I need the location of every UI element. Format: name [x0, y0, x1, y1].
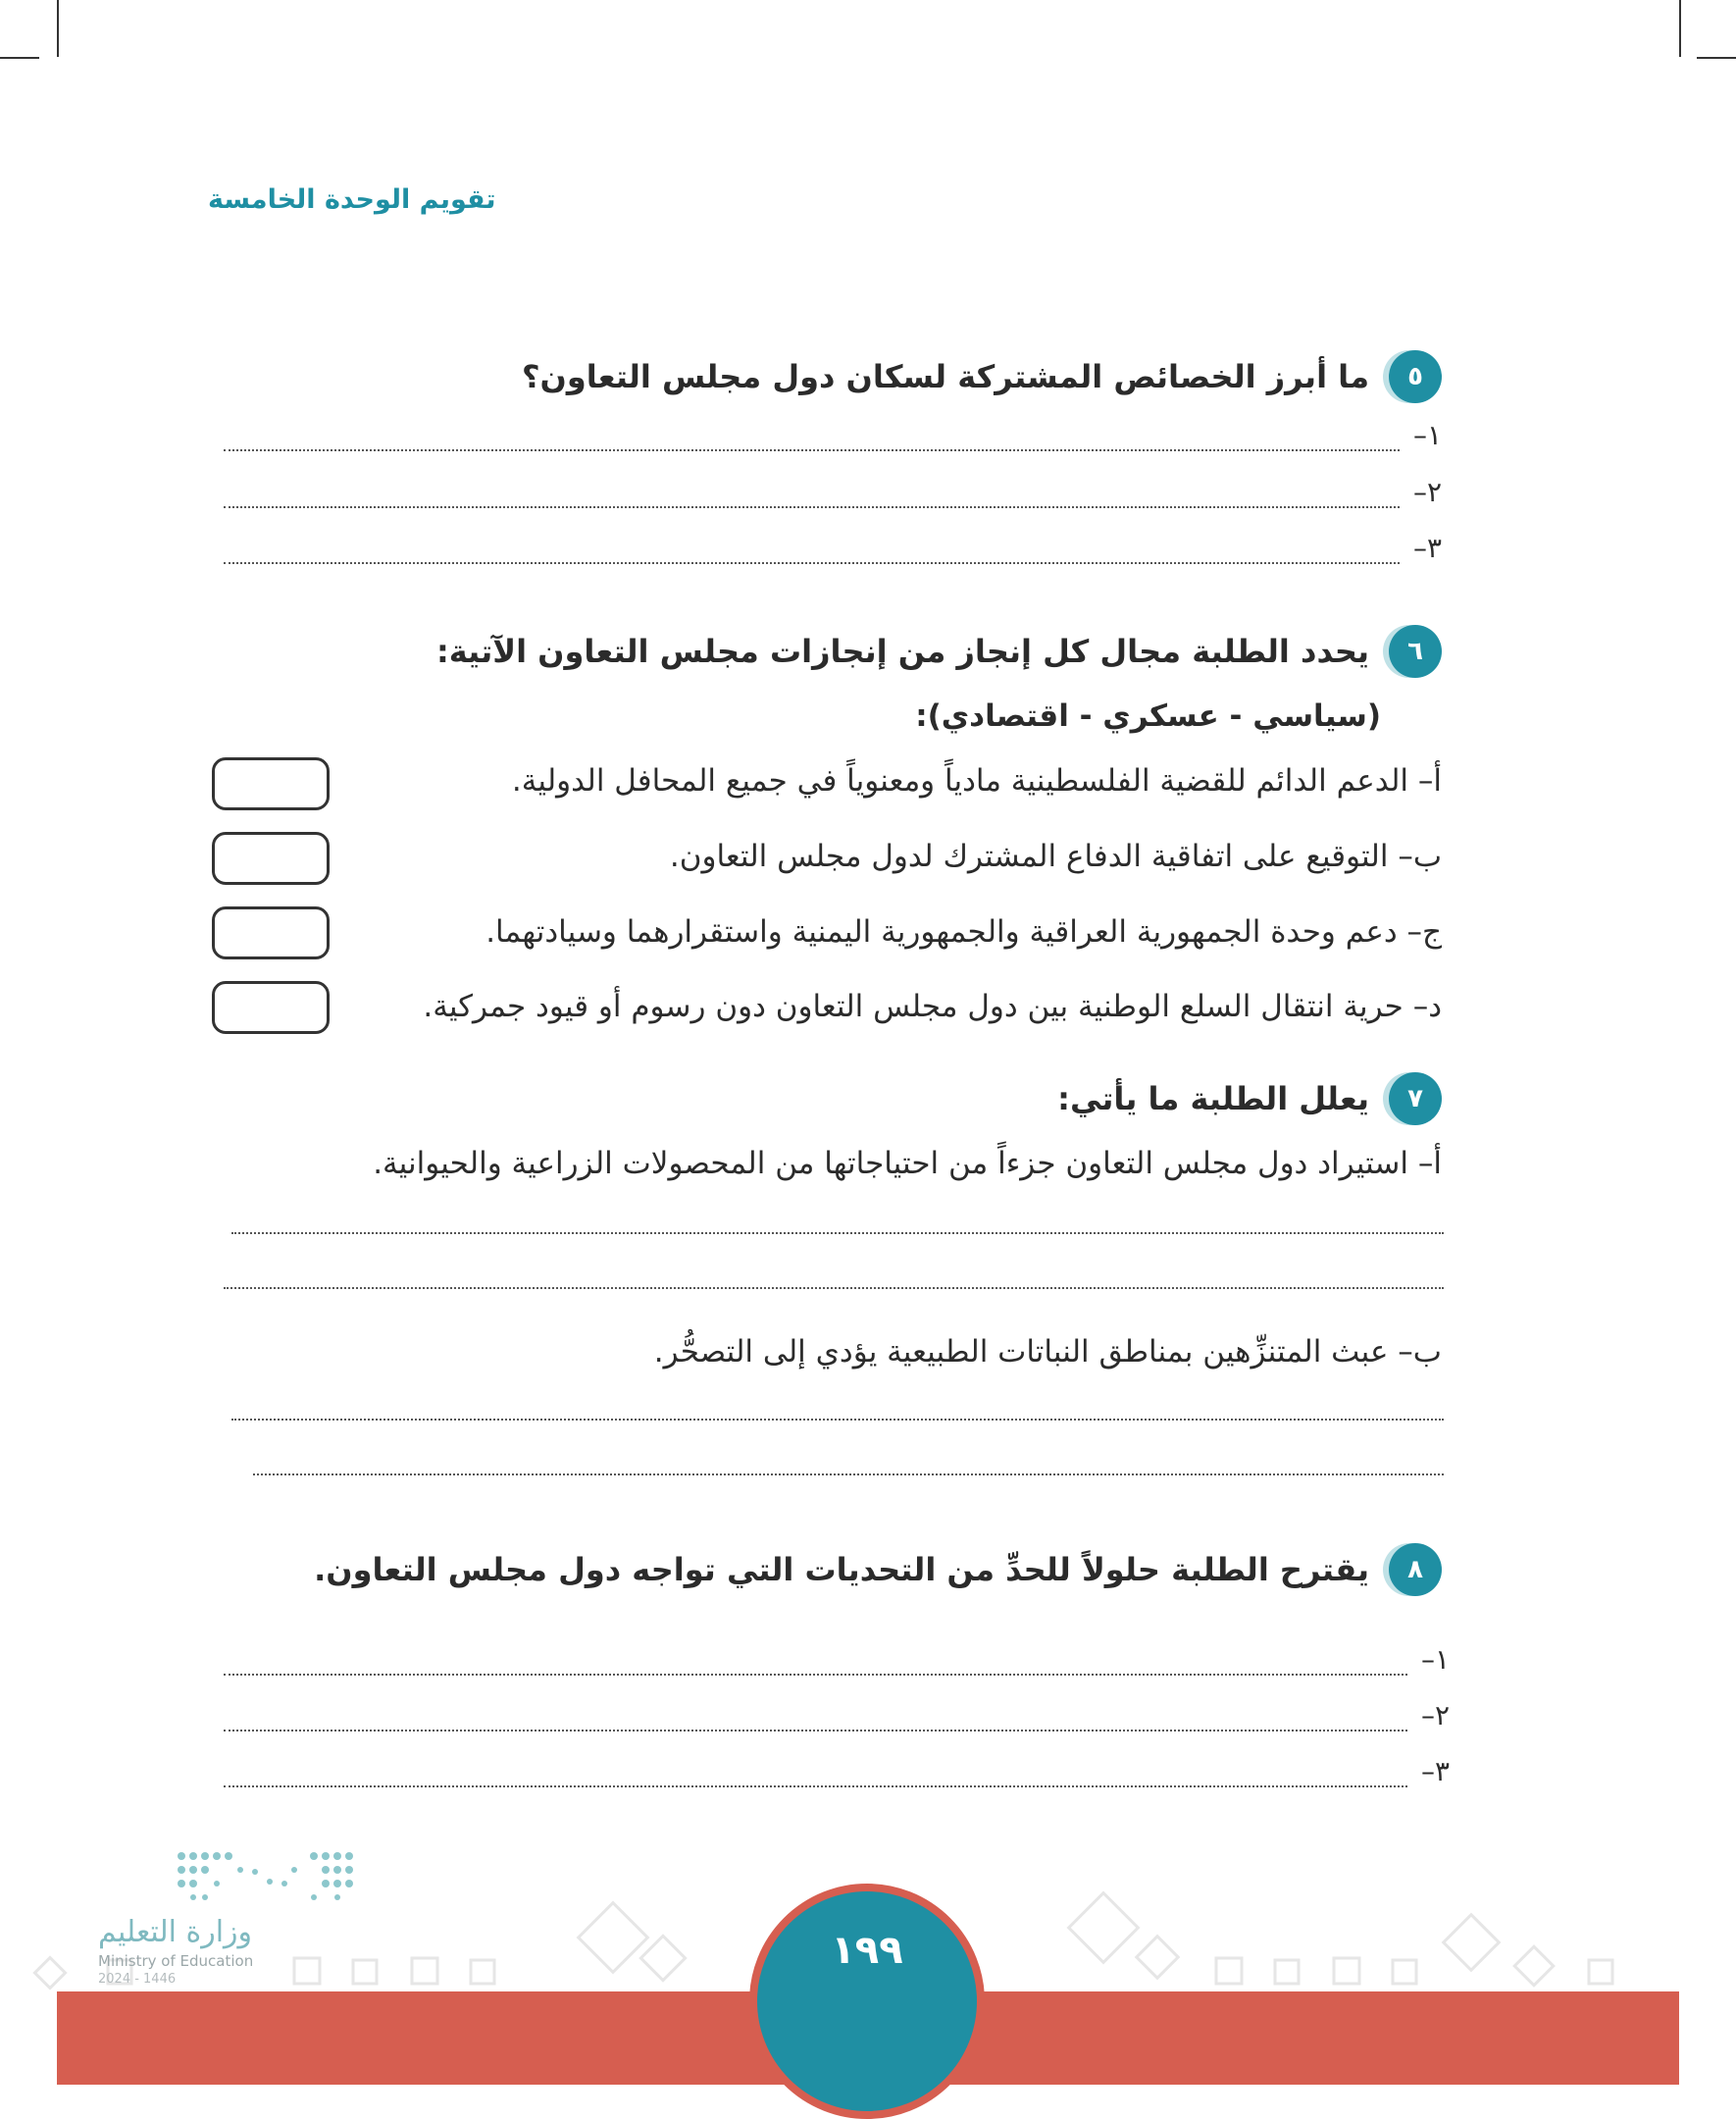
answer-line[interactable]: [224, 469, 1442, 508]
question-text: يحدد الطلبة مجال كل إنجاز من إنجازات مجلس التعاون الآتية:: [435, 633, 1369, 670]
question-number-badge: ٧: [1389, 1072, 1442, 1125]
edition-year: 2024 - 1446: [98, 1972, 177, 1987]
answer-line[interactable]: [224, 1287, 1444, 1289]
footer-band-margin: [0, 1991, 57, 2085]
question-7: [1057, 1072, 1442, 1125]
answer-number: ٣–: [1412, 532, 1442, 564]
dotted-line: [224, 1764, 1407, 1787]
answer-number: ٢–: [1420, 1699, 1450, 1731]
page-title: تقويم الوحدة الخامسة: [208, 184, 496, 215]
ministry-name-english: Ministry of Education: [98, 1952, 254, 1970]
question-number-badge: ٦: [1389, 625, 1442, 678]
answer-line[interactable]: [253, 1473, 1444, 1475]
dotted-line: [224, 428, 1400, 451]
dotted-line: [224, 485, 1400, 508]
answer-number: ٣–: [1420, 1755, 1450, 1787]
ministry-logo-icon: [98, 1844, 353, 1913]
question-number-badge: ٥: [1389, 350, 1442, 403]
crop-mark: [1697, 57, 1736, 59]
answer-number: ١–: [1420, 1643, 1450, 1676]
crop-mark: [0, 57, 39, 59]
dotted-line: [224, 1708, 1407, 1731]
answer-number: ٢–: [1412, 476, 1442, 508]
dotted-line: [224, 1652, 1407, 1676]
achievement-item: أ– الدعم الدائم للقضية الفلسطينية مادياً ومعنوياً في جميع المحافل الدولية.: [511, 763, 1442, 799]
reason-item: ب– عبث المتنزِّهين بمناطق النباتات الطبيعية يؤدي إلى التصحُّر.: [653, 1334, 1442, 1370]
question-text: يعلل الطلبة ما يأتي:: [1057, 1080, 1369, 1117]
answer-line[interactable]: [224, 1692, 1450, 1731]
answer-box[interactable]: [212, 832, 330, 885]
answer-line[interactable]: [224, 1636, 1450, 1676]
answer-line[interactable]: [231, 1419, 1444, 1421]
answer-line[interactable]: [224, 525, 1442, 564]
question-8: [314, 1543, 1442, 1596]
crop-mark: [1679, 0, 1681, 57]
answer-line[interactable]: [224, 1748, 1450, 1787]
footer-band-margin: [1679, 1991, 1736, 2085]
answer-box[interactable]: [212, 981, 330, 1034]
question-text: يقترح الطلبة حلولاً للحدِّ من التحديات التي تواجه دول مجلس التعاون.: [314, 1551, 1369, 1588]
answer-line[interactable]: [224, 412, 1442, 451]
answer-box[interactable]: [212, 906, 330, 959]
question-number-badge: ٨: [1389, 1543, 1442, 1596]
page-number: ١٩٩: [831, 1928, 903, 1973]
answer-box[interactable]: [212, 757, 330, 810]
answer-line[interactable]: [231, 1232, 1444, 1234]
category-options: (سياسي - عسكري - اقتصادي):: [915, 698, 1381, 734]
achievement-item: ج– دعم وحدة الجمهورية العراقية والجمهورية اليمنية واستقرارهما وسيادتهما.: [485, 914, 1442, 950]
dotted-line: [224, 541, 1400, 564]
question-6: [436, 625, 1442, 678]
question-text: ما أبرز الخصائص المشتركة لسكان دول مجلس التعاون؟: [521, 358, 1369, 395]
crop-mark: [57, 0, 59, 57]
ministry-name-arabic: وزارة التعليم: [98, 1915, 253, 1949]
achievement-item: ب– التوقيع على اتفاقية الدفاع المشترك لدول مجلس التعاون.: [669, 839, 1442, 874]
question-5: [522, 350, 1442, 403]
achievement-item: د– حرية انتقال السلع الوطنية بين دول مجلس التعاون دون رسوم أو قيود جمركية.: [423, 989, 1442, 1024]
answer-number: ١–: [1412, 419, 1442, 451]
page-number-circle: [749, 1884, 985, 2119]
reason-item: أ– استيراد دول مجلس التعاون جزءاً من احتياجاتها من المحصولات الزراعية والحيوانية.: [373, 1146, 1442, 1181]
